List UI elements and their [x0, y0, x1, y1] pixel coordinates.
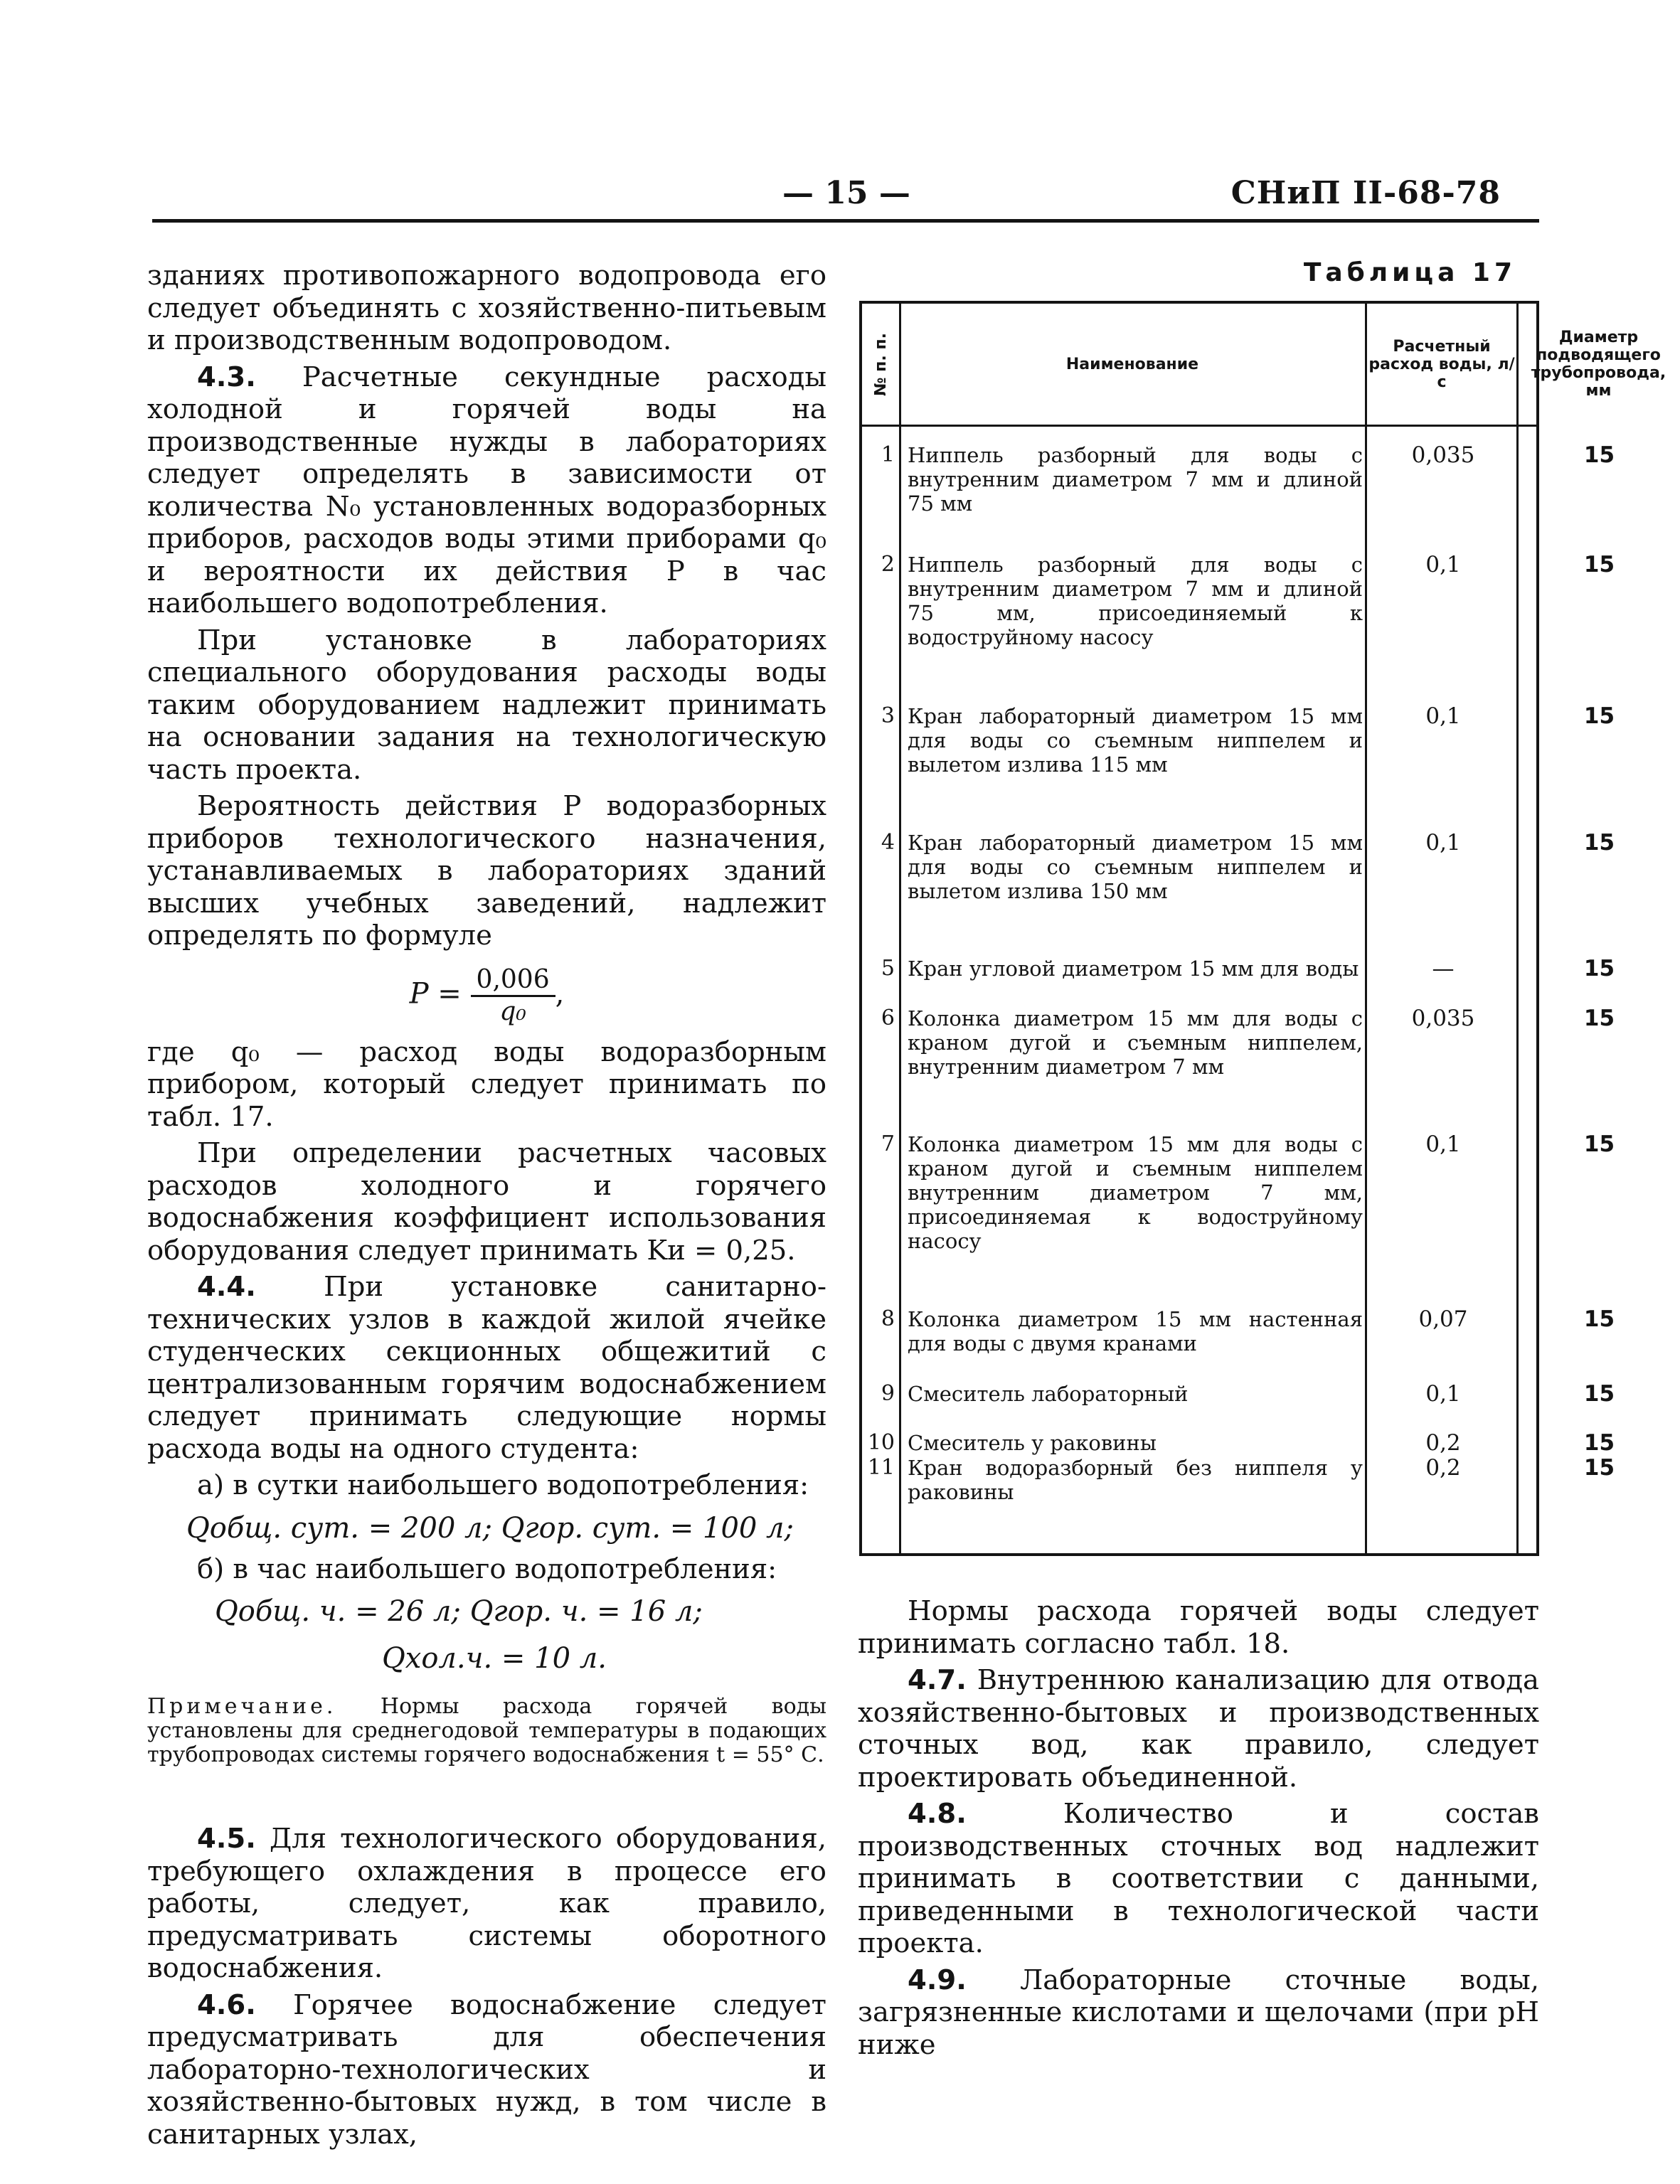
page-number: — 15 — [782, 175, 910, 211]
row-name: Смеситель у раковины [908, 1431, 1157, 1455]
row-rate: 0,035 [1411, 442, 1475, 468]
column-divider [1516, 304, 1519, 1553]
clause-number: 4.5. [197, 1823, 256, 1855]
formula-fraction [471, 965, 555, 1027]
paragraph-probability: Вероятность действия P водоразборных приборов технологического назначения, устанавливаемых в лабораториях зданий высших учебных заведений, надлежит определять по формуле [147, 790, 826, 952]
row-name: Ниппель разборный для воды с внутренним диаметром 7 мм и длиной 75 мм [908, 443, 1363, 516]
header-divider [862, 425, 1536, 427]
footnote-text: Нормы расхода горячей воды установлены для среднегодовой температуры в подающих трубопроводах системы горячего водоснабжения t = 55° С. [147, 1694, 826, 1767]
column-header-name: Наименование [1065, 355, 1199, 373]
clause-text: Внутреннюю канализацию для отвода хозяйственно-бытовых и производственных сточных вод, как правило, следует проектировать объединенной. [858, 1664, 1539, 1794]
paragraph-hot-water-norms: Нормы расхода горячей воды следует принимать согласно табл. 18. [858, 1595, 1539, 1660]
row-rate: 0,1 [1425, 1381, 1461, 1407]
row-number: 1 [881, 442, 895, 467]
clause-text: Количество и состав производственных сточных вод надлежит принимать в соответствии с данными, приведенными в технологической части проекта. [858, 1798, 1539, 1959]
formula-lhs: P = [409, 977, 462, 1010]
clause-text: Горячее водоснабжение следует предусматривать для обеспечения лабораторно-технологических и хозяйственно-бытовых нужд, в том числе в санитарных узлах, [147, 1988, 826, 2151]
column-header-rate: Расчетный расход воды, л/с [1368, 337, 1515, 391]
row-diameter: 15 [1583, 1306, 1615, 1332]
formula-tail: , [555, 977, 565, 1010]
paragraph-continued: зданиях противопожарного водопровода его следует объединять с хозяйственно-питьевым и производственным водопроводом. [147, 260, 826, 356]
clause-text: Расчетные секундные расходы холодной и горячей воды на производственные нужды в лабораториях следует определять в зависимости от количества N₀ установленных водоразборных приборов, расходов воды этими приборами q₀ и вероятности их действия P в час наибольшего водопотребления. [147, 361, 826, 619]
row-diameter: 15 [1583, 1455, 1615, 1481]
row-number: 4 [881, 830, 895, 855]
paragraph-hourly: При определении расчетных часовых расходов холодного и горячего водоснабжения коэффициент использования оборудования следует принимать Kи = 0,25. [147, 1137, 826, 1267]
row-diameter: 15 [1583, 1131, 1615, 1157]
row-name: Смеситель лабораторный [908, 1382, 1189, 1406]
formula-hourly: Qобщ. ч. = 26 л; Qгор. ч. = 16 л; [215, 1595, 703, 1628]
formula-cold: Qхол.ч. = 10 л. [382, 1642, 607, 1675]
row-rate: 0,035 [1411, 1006, 1475, 1031]
right-column [858, 1595, 1539, 2065]
clause-number: 4.9. [908, 1964, 967, 1996]
paragraph-4-6 [147, 1989, 826, 2151]
row-rate: — [1432, 956, 1455, 981]
header-rule [152, 219, 1539, 223]
item-b: б) в час наибольшего водопотребления: [197, 1552, 777, 1585]
row-number: 2 [881, 552, 895, 577]
paragraph-where: где q₀ — расход воды водоразборным прибором, который следует принимать по табл. 17. [147, 1035, 826, 1133]
row-diameter: 15 [1583, 1006, 1615, 1031]
clause-number: 4.4. [197, 1271, 256, 1303]
row-diameter: 15 [1583, 1430, 1615, 1456]
paragraph-4-7 [858, 1664, 1539, 1794]
row-number: 8 [881, 1306, 895, 1331]
clause-number: 4.7. [908, 1664, 967, 1696]
row-name: Кран угловой диаметром 15 мм для воды [908, 957, 1359, 981]
row-number: 11 [867, 1455, 895, 1480]
row-name: Кран водоразборный без ниппеля у раковины [908, 1456, 1363, 1504]
row-rate: 0,07 [1418, 1306, 1468, 1332]
row-diameter: 15 [1583, 830, 1615, 856]
footnote-heading: Примечание. [147, 1694, 337, 1719]
row-number: 9 [881, 1381, 895, 1406]
row-number: 7 [881, 1131, 895, 1156]
row-rate: 0,1 [1425, 830, 1461, 856]
formula-denominator: q₀ [499, 996, 526, 1026]
column-header-diameter: Диаметр подводящего трубопровода, мм [1531, 329, 1666, 400]
paragraph-4-3 [147, 361, 826, 620]
row-diameter: 15 [1583, 552, 1615, 577]
paragraph-special-equipment: При установке в лабораториях специального оборудования расходы воды таким оборудованием надлежит принимать на основании задания на технологическую часть проекта. [147, 624, 826, 786]
document-code: СНиП II-68-78 [1230, 175, 1501, 211]
paragraph-4-4 [147, 1271, 826, 1465]
clause-text: При установке санитарно-технических узлов в каждой жилой ячейке студенческих секционных общежитий с централизованным горячим водоснабжением следует принимать следующие нормы расхода воды на одного студента: [147, 1271, 826, 1465]
row-rate: 0,1 [1425, 703, 1461, 729]
clause-text: Для технологического оборудования, требующего охлаждения в процессе его работы, следует, как правило, предусматривать системы оборотного водоснабжения. [147, 1823, 826, 1984]
column-divider [899, 304, 901, 1553]
row-rate: 0,2 [1425, 1455, 1461, 1481]
row-diameter: 15 [1583, 442, 1615, 468]
row-diameter: 15 [1583, 703, 1615, 729]
formula-daily: Qобщ. сут. = 200 л; Qгор. сут. = 100 л; [186, 1511, 794, 1545]
item-a: а) в сутки наибольшего водопотребления: [197, 1469, 809, 1501]
left-column [147, 260, 826, 2155]
row-rate: 0,1 [1425, 552, 1461, 577]
row-name: Колонка диаметром 15 мм настенная для воды с двумя кранами [908, 1307, 1363, 1355]
row-number: 5 [881, 956, 895, 981]
row-name: Кран лабораторный диаметром 15 мм для воды со съемным ниппелем и вылетом излива 150 мм [908, 831, 1363, 903]
paragraph-4-8 [858, 1798, 1539, 1960]
row-number: 6 [881, 1006, 895, 1030]
clause-number: 4.8. [908, 1798, 967, 1830]
probability-formula [147, 965, 826, 1029]
row-name: Колонка диаметром 15 мм для воды с краном дугой и съемным ниппелем, внутренним диаметром 7 мм [908, 1006, 1363, 1079]
row-name: Колонка диаметром 15 мм для воды с краном дугой и съемным ниппелем внутренним диаметром 7 мм, присоединяемая к водоструйному насосу [908, 1132, 1363, 1253]
paragraph-4-5 [147, 1823, 826, 1985]
clause-text: Лабораторные сточные воды, загрязненные кислотами и щелочами (при pH ниже [858, 1964, 1539, 2061]
column-header-number: № п. п. [871, 332, 890, 396]
row-name: Кран лабораторный диаметром 15 мм для воды со съемным ниппелем и вылетом излива 115 мм [908, 704, 1363, 777]
table-title: Таблица 17 [1303, 258, 1516, 287]
footnote [147, 1695, 826, 1767]
table-17 [859, 301, 1666, 1556]
formula-numerator: 0,006 [471, 965, 555, 997]
column-divider [1365, 304, 1367, 1553]
clause-number: 4.3. [197, 361, 256, 393]
row-diameter: 15 [1583, 956, 1615, 981]
row-number: 10 [867, 1430, 895, 1455]
row-number: 3 [881, 703, 895, 728]
paragraph-4-9 [858, 1964, 1539, 2062]
clause-number: 4.6. [197, 1988, 256, 2021]
row-name: Ниппель разборный для воды с внутренним диаметром 7 мм и длиной 75 мм, присоединяемый к водоструйному насосу [908, 553, 1363, 649]
row-diameter: 15 [1583, 1381, 1615, 1407]
row-rate: 0,1 [1425, 1131, 1461, 1157]
row-rate: 0,2 [1425, 1430, 1461, 1456]
